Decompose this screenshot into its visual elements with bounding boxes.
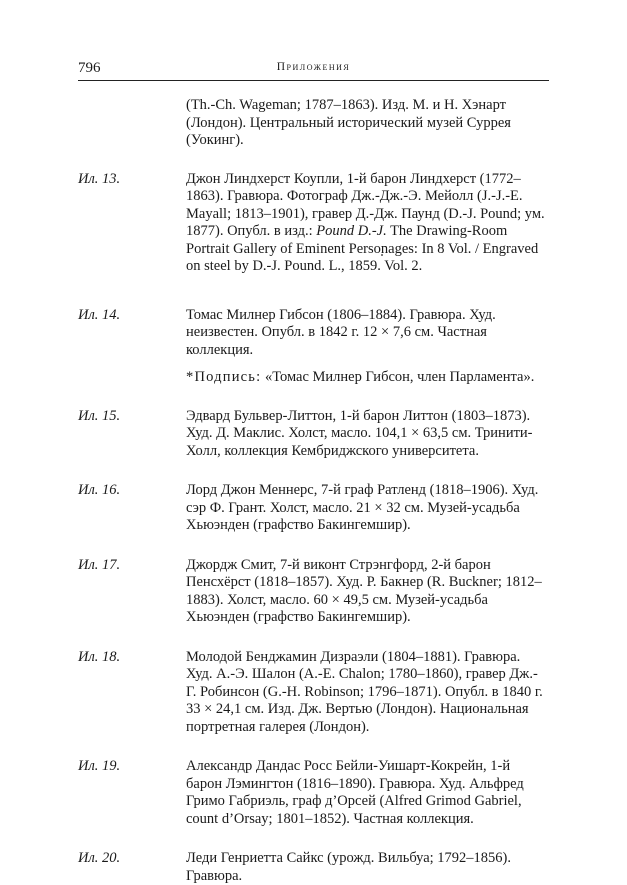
entry-text: Молодой Бенджамин Дизраэли (1804–1881). Гравюра. Худ. А.-Э. Шалон (A.-E. Chalon; 1780–1860), гравер Дж.-Г. Робинсон (G.-H. Robinson; 1796–1871). Опубл. в 1840 г. 33 × 24,1 см. Изд. Дж. Вертью (Лондон). Национальная портретная галерея (Лондон). [186, 648, 543, 735]
entry-ill-17 [78, 557, 548, 627]
entry-ill-18 [78, 649, 548, 737]
entry-ill-19 [78, 758, 548, 828]
entry-label: Ил. 15. [78, 407, 121, 424]
entry-label: Ил. 17. [78, 556, 121, 573]
entry-label: Ил. 18. [78, 648, 121, 665]
page-number: 796 [78, 60, 101, 76]
illustrations-list [78, 97, 548, 885]
entry-text: Джон Линдхерст Коупли, 1-й барон Линдхерст (1772–1863). Гравюра. Фотограф Дж.-Дж.-Э. Мейолл (J.-J.-E. Mayall; 1813–1901), гравер Д.-Дж. Паунд (D.-J. Pound; ум. 1877). Опубл. в изд.: Pound D.-J. The Drawing-Room Portrait Gallery of Eminent Personages: In 8 Vol. / Engraved on steel by D.-J. Pound. L., 1859. Vol. 2. [186, 170, 545, 274]
entry-label: Ил. 20. [78, 850, 121, 866]
entry-label: Ил. 14. [78, 306, 121, 323]
entry-text: Лорд Джон Меннерс, 7-й граф Ратленд (1818–1906). Худ. сэр Ф. Грант. Холст, масло. 21 × 32 см. Музей-усадьба Хьюэнден (графство Бакингемшир). [186, 482, 539, 533]
entry-text: (Th.-Ch. Wageman; 1787–1863). Изд. М. и Н. Хэнарт (Лондон). Центральный исторический музей Суррея (Уокинг). [186, 97, 511, 148]
entry-text: Леди Генриетта Сайкс (урожд. Вильбуа; 1792–1856). Гравюра. [186, 850, 512, 884]
entry-ill-14 [78, 307, 548, 360]
caption-tag: *Подпись: [186, 369, 262, 385]
entry-ill-13 [78, 171, 548, 276]
entry-label: Ил. 16. [78, 482, 121, 498]
entry-continuation [78, 97, 548, 150]
page-header [78, 56, 549, 81]
entry-ill-15 [78, 408, 548, 461]
entry-text: Эдвард Бульвер-Литтон, 1-й барон Литтон (1803–1873). Худ. Д. Маклис. Холст, масло. 104,1 × 63,5 см. Тринити-Холл, коллекция Кембриджского университета. [186, 407, 533, 459]
running-title: Приложения [276, 61, 351, 73]
entry-text: Джордж Смит, 7-й виконт Стрэнгфорд, 2-й барон Пенсхёрст (1818–1857). Худ. Р. Бакнер (R. Buckner; 1812–1883). Холст, масло. 60 × 49,5 см. Музей-усадьба Хьюэнден (графство Бакингемшир). [186, 556, 542, 625]
entry-label: Ил. 13. [78, 170, 121, 187]
entry-text: Томас Милнер Гибсон (1806–1884). Гравюра. Худ. неизвестен. Опубл. в 1842 г. 12 × 7,6 см. Частная коллекция. [186, 306, 496, 358]
entry-caption [186, 369, 548, 387]
entry-label: Ил. 19. [78, 758, 121, 774]
entry-ill-16 [78, 482, 548, 535]
entry-ill-20 [78, 850, 548, 885]
caption-text: «Томас Милнер Гибсон, член Парламента». [261, 369, 535, 385]
entry-text: Александр Дандас Росс Бейли-Уишарт-Кокрейн, 1-й барон Лэмингтон (1816–1890). Гравюра. Худ. Альфред Гримо Габриэль, граф д’Орсей (Alfred Grimod Gabriel, count d’Orsay; 1801–1852). Частная коллекция. [186, 758, 524, 827]
